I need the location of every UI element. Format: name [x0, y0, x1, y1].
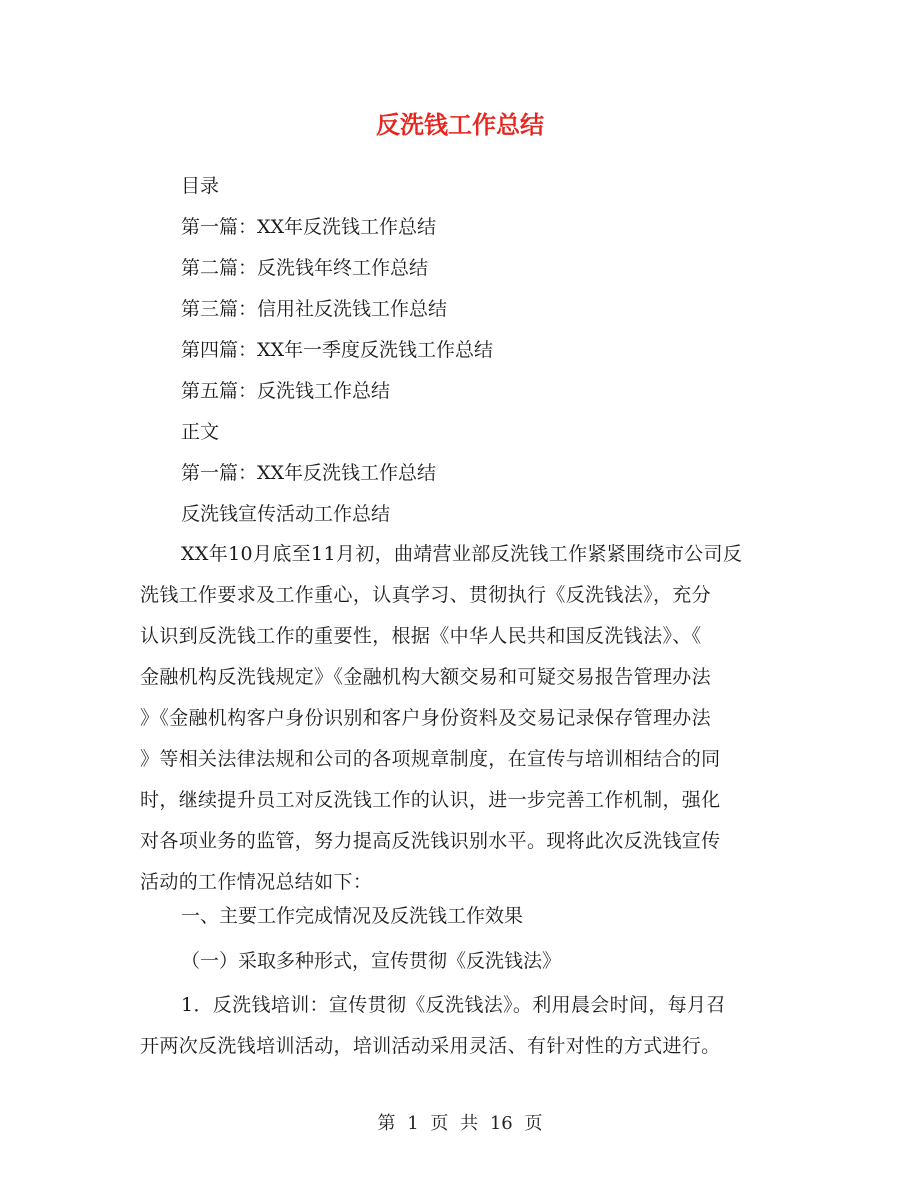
paragraph-line: 1．反洗钱培训：宣传贯彻《反洗钱法》。利用晨会时间，每月召: [181, 994, 726, 1016]
paragraph-line: 》《金融机构客户身份识别和客户身份资料及交易记录保存管理办法: [140, 707, 712, 729]
paragraph-line: 活动的工作情况总结如下：: [140, 871, 373, 893]
body-heading: 正文: [181, 421, 220, 443]
toc-item-1: 第一篇：XX年反洗钱工作总结: [181, 216, 437, 238]
page-number: 第 1 页 共 16 页: [377, 1113, 543, 1134]
paragraph-line: 开两次反洗钱培训活动，培训活动采用灵活、有针对性的方式进行。: [140, 1035, 721, 1057]
paragraph-1: [140, 534, 780, 903]
toc-heading: 目录: [181, 175, 220, 197]
paragraph-line: 洗钱工作要求及工作重心，认真学习、贯彻执行《反洗钱法》，充分: [140, 584, 712, 606]
section-title: 第一篇：XX年反洗钱工作总结: [181, 462, 437, 484]
paragraph-line: XX年10月底至11月初，曲靖营业部反洗钱工作紧紧围绕市公司反: [181, 543, 743, 565]
toc-item-3: 第三篇：信用社反洗钱工作总结: [181, 298, 448, 320]
paragraph-2: [140, 985, 780, 1067]
paragraph-line: 金融机构反洗钱规定》《金融机构大额交易和可疑交易报告管理办法: [140, 666, 712, 688]
toc-item-2: 第二篇：反洗钱年终工作总结: [181, 257, 429, 279]
paragraph-line: 时，继续提升员工对反洗钱工作的认识，进一步完善工作机制，强化: [140, 789, 721, 811]
article-title: 反洗钱宣传活动工作总结: [181, 503, 391, 525]
heading-level-1: 一、主要工作完成情况及反洗钱工作效果: [181, 905, 524, 927]
heading-level-2: （一）采取多种形式，宣传贯彻《反洗钱法》: [181, 950, 562, 972]
paragraph-line: 对各项业务的监管，努力提高反洗钱识别水平。现将此次反洗钱宣传: [140, 830, 721, 852]
toc-item-5: 第五篇：反洗钱工作总结: [181, 380, 391, 402]
toc-item-4: 第四篇：XX年一季度反洗钱工作总结: [181, 339, 494, 361]
paragraph-line: 认识到反洗钱工作的重要性，根据《中华人民共和国反洗钱法》、《: [140, 625, 702, 647]
paragraph-line: 》等相关法律法规和公司的各项规章制度，在宣传与培训相结合的同: [140, 748, 721, 770]
document-title: 反洗钱工作总结: [376, 111, 544, 139]
